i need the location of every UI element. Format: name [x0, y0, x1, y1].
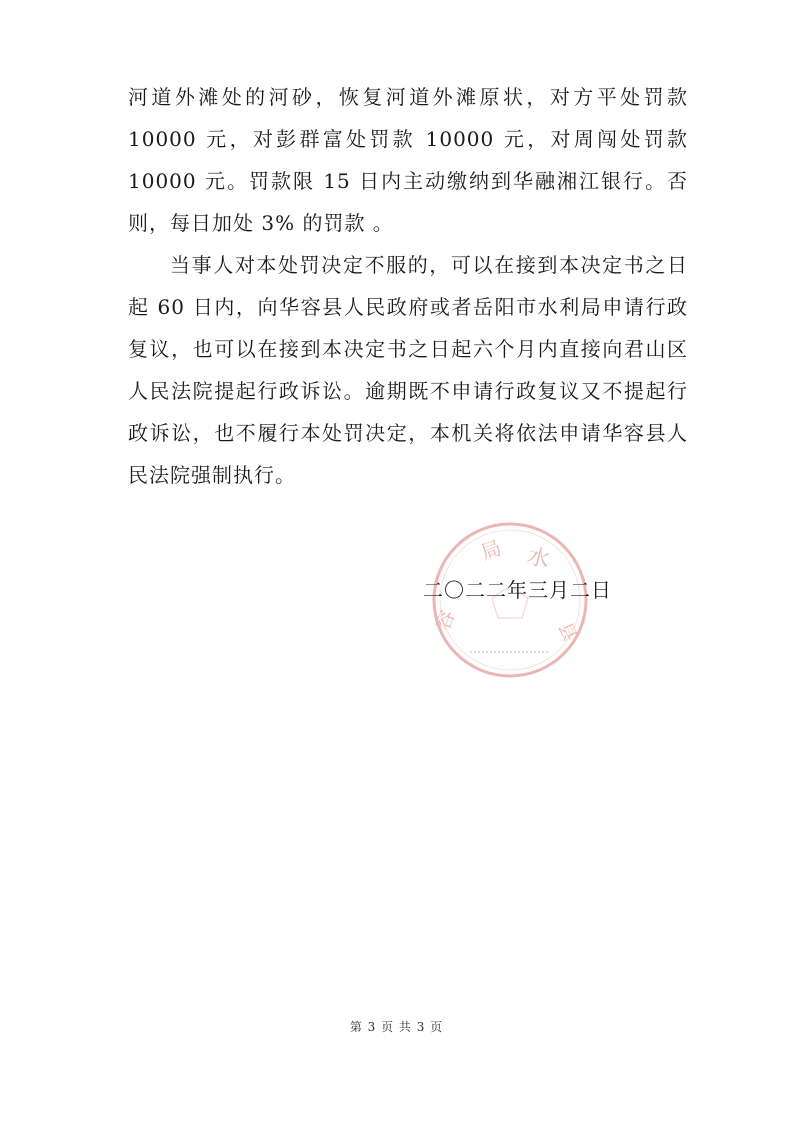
- seal-char-1: 水: [524, 543, 553, 574]
- paragraph-appeal-rights: 当事人对本处罚决定不服的，可以在接到本决定书之日起 60 日内，向华容县人民政府或者岳阳市水利局申请行政复议，也可以在接到本决定书之日起六个月内直接向君山区人民法院提起行政诉讼。逾期既不申请行政复议又不提起行政诉讼，也不履行本处罚决定，本机关将依法申请华容县人民法院强制执行。: [128, 253, 688, 487]
- seal-char-2: 局: [477, 535, 505, 565]
- page-number-footer: 第 3 页 共 3 页: [349, 1020, 444, 1034]
- document-body: [128, 76, 688, 496]
- document-date: 二〇二二年三月二日: [423, 578, 612, 602]
- paragraph-penalty: 河道外滩处的河砂，恢复河道外滩原状，对方平处罚款 10000 元，对彭群富处罚款 10000 元，对周闯处罚款 10000 元。罚款限 15 日内主动缴纳到华融湘江银行。否则，每日加处 3% 的罚款 。: [128, 85, 688, 235]
- seal-char-4: 县: [553, 619, 581, 645]
- seal-char-3: 容: [430, 606, 460, 634]
